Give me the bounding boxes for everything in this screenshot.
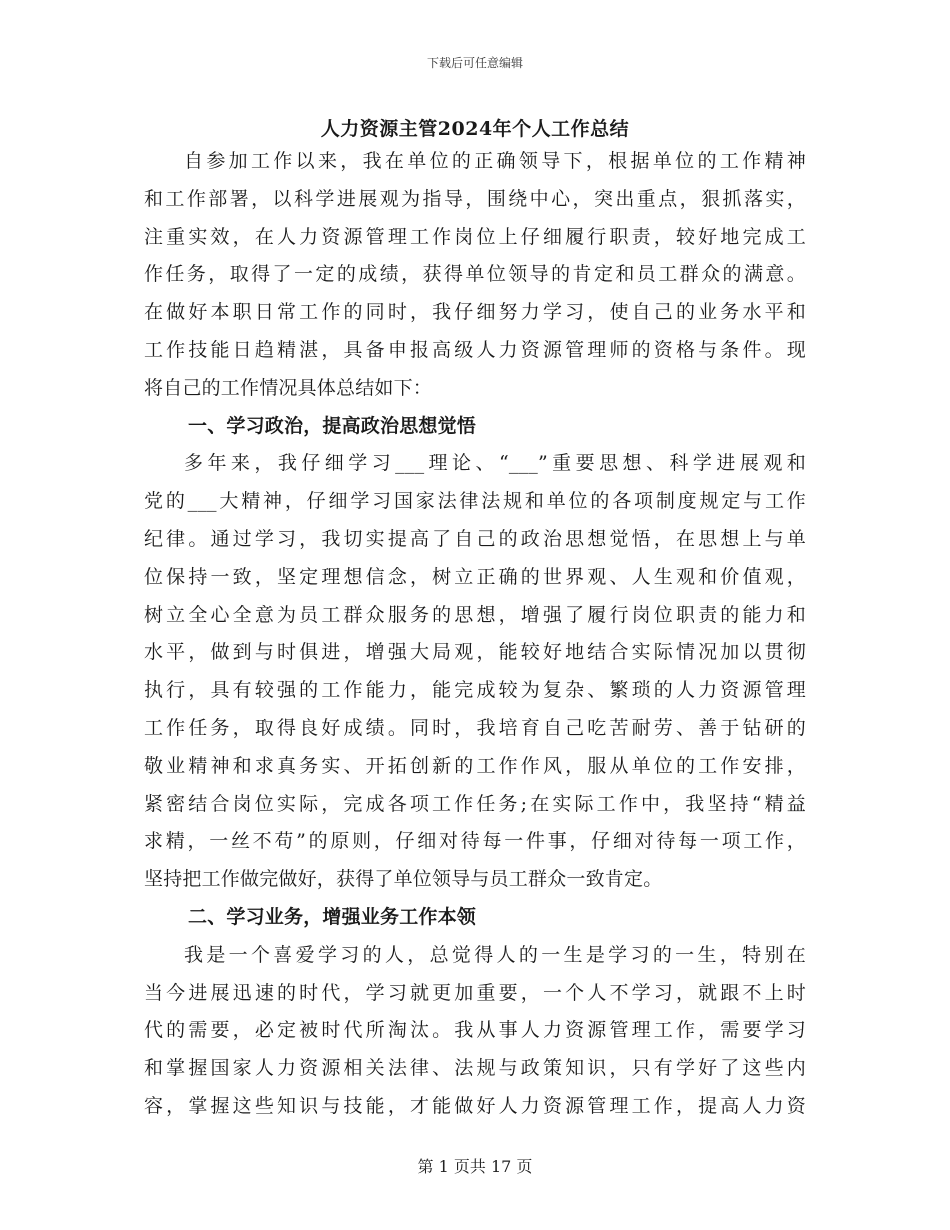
paragraph-line: 将自己的工作情况具体总结如下： (144, 376, 433, 399)
paragraph-line: 在做好本职日常工作的同时，我仔细努力学习，使自己的业务水平和 (144, 301, 806, 324)
paragraph-line: 紧密结合岗位实际，完成各项工作任务;在实际工作中，我坚持“精益 (144, 792, 806, 815)
document-title: 人力资源主管2024年个人工作总结 (320, 118, 630, 140)
paragraph-line: 党的___大精神，仔细学习国家法律法规和单位的各项制度规定与工作 (144, 490, 806, 513)
paragraph-line: 坚持把工作做完做好，获得了单位领导与员工群众一致肯定。 (144, 868, 663, 891)
paragraph-line: 容，掌握这些知识与技能，才能做好人力资源管理工作，提高人力资 (144, 1094, 806, 1117)
page-number: 第 1 页共 17 页 (417, 1157, 533, 1176)
paragraph-line: 敬业精神和求真务实、开拓创新的工作作风，服从单位的工作安排， (144, 754, 806, 777)
paragraph-line: 注重实效，在人力资源管理工作岗位上仔细履行职责，较好地完成工 (144, 225, 806, 248)
paragraph-line: 树立全心全意为员工群众服务的思想，增强了履行岗位职责的能力和 (144, 603, 806, 626)
paragraph-line: 代的需要，必定被时代所淘汰。我从事人力资源管理工作，需要学习 (144, 1019, 806, 1042)
paragraph-line: 和掌握国家人力资源相关法律、法规与政策知识，只有学好了这些内 (144, 1057, 806, 1080)
paragraph-line: 作任务，取得了一定的成绩，获得单位领导的肯定和员工群众的满意。 (144, 263, 806, 286)
paragraph-line: 我是一个喜爱学习的人，总觉得人的一生是学习的一生，特别在 (184, 943, 806, 966)
paragraph-line: 和工作部署，以科学进展观为指导，围绕中心，突出重点，狠抓落实， (144, 187, 806, 210)
paragraph-line: 求精，一丝不苟”的原则，仔细对待每一件事，仔细对待每一项工作， (144, 830, 806, 853)
paragraph-line: 多年来，我仔细学习___理论、“___”重要思想、科学进展观和 (184, 452, 806, 475)
paragraph-line: 自参加工作以来，我在单位的正确领导下，根据单位的工作精神 (184, 150, 806, 172)
document-body (144, 143, 806, 1126)
paragraph-line: 执行，具有较强的工作能力，能完成较为复杂、繁琐的人力资源管理 (144, 679, 806, 702)
paragraph-line: 工作任务，取得良好成绩。同时，我培育自己吃苦耐劳、善于钻研的 (144, 716, 806, 739)
paragraph-line: 位保持一致，坚定理想信念，树立正确的世界观、人生观和价值观， (144, 565, 806, 588)
paragraph-line: 工作技能日趋精湛，具备申报高级人力资源管理师的资格与条件。现 (144, 338, 806, 361)
header-note: 下载后可任意编辑 (426, 56, 523, 70)
paragraph-line: 纪律。通过学习，我切实提高了自己的政治思想觉悟，在思想上与单 (144, 527, 806, 550)
section-heading: 一、学习政治，提高政治思想觉悟 (188, 414, 477, 437)
paragraph-line: 水平，做到与时俱进，增强大局观，能较好地结合实际情况加以贯彻 (144, 641, 806, 664)
paragraph-line: 当今进展迅速的时代，学习就更加重要，一个人不学习，就跟不上时 (144, 981, 806, 1004)
section-heading: 二、学习业务，增强业务工作本领 (188, 905, 477, 928)
